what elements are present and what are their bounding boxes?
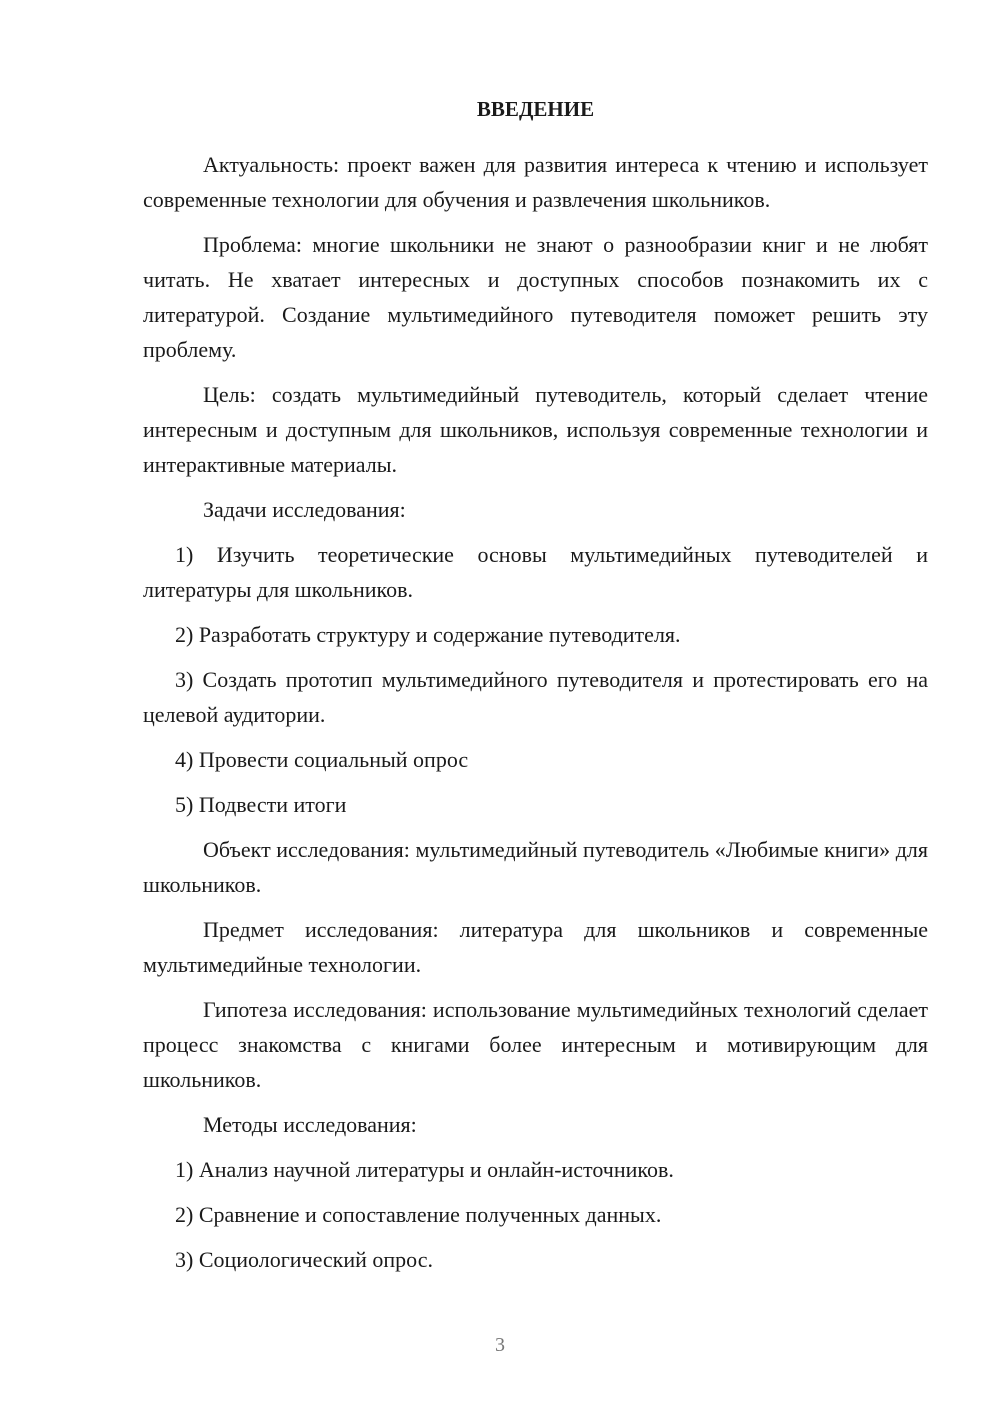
- subject-paragraph: Предмет исследования: литература для школьников и современные мультимедийные технологии.: [143, 917, 928, 977]
- page-title: ВВЕДЕНИЕ: [476, 97, 595, 121]
- task-item: 4) Провести социальный опрос: [175, 747, 469, 772]
- document-page: [143, 92, 928, 1287]
- relevance-paragraph: Актуальность: проект важен для развития интереса к чтению и использует современные технологии для обучения и развлечения школьников.: [143, 152, 928, 212]
- method-item: 2) Сравнение и сопоставление полученных данных.: [175, 1202, 662, 1227]
- page-number: 3: [495, 1334, 505, 1356]
- tasks-heading: Задачи исследования:: [203, 497, 406, 522]
- method-item: 1) Анализ научной литературы и онлайн-источников.: [175, 1157, 674, 1182]
- methods-heading: Методы исследования:: [203, 1112, 417, 1137]
- goal-paragraph: Цель: создать мультимедийный путеводитель, который сделает чтение интересным и доступным для школьников, используя современные технологии и интерактивные материалы.: [143, 382, 928, 477]
- task-item: 1) Изучить теоретические основы мультимедийных путеводителей и литературы для школьников.: [143, 542, 928, 602]
- task-item: 3) Создать прототип мультимедийного путеводителя и протестировать его на целевой аудитории.: [143, 667, 928, 727]
- problem-paragraph: Проблема: многие школьники не знают о разнообразии книг и не любят читать. Не хватает интересных и доступных способов познакомить их с литературой. Создание мультимедийного путеводителя поможет решить эту проблему.: [143, 232, 928, 362]
- hypothesis-paragraph: Гипотеза исследования: использование мультимедийных технологий сделает процесс знакомства с книгами более интересным и мотивирующим для школьников.: [143, 997, 928, 1092]
- task-item: 2) Разработать структуру и содержание путеводителя.: [175, 622, 681, 647]
- task-item: 5) Подвести итоги: [175, 792, 347, 817]
- object-paragraph: Объект исследования: мультимедийный путеводитель «Любимые книги» для школьников.: [143, 837, 928, 897]
- method-item: 3) Социологический опрос.: [175, 1247, 433, 1272]
